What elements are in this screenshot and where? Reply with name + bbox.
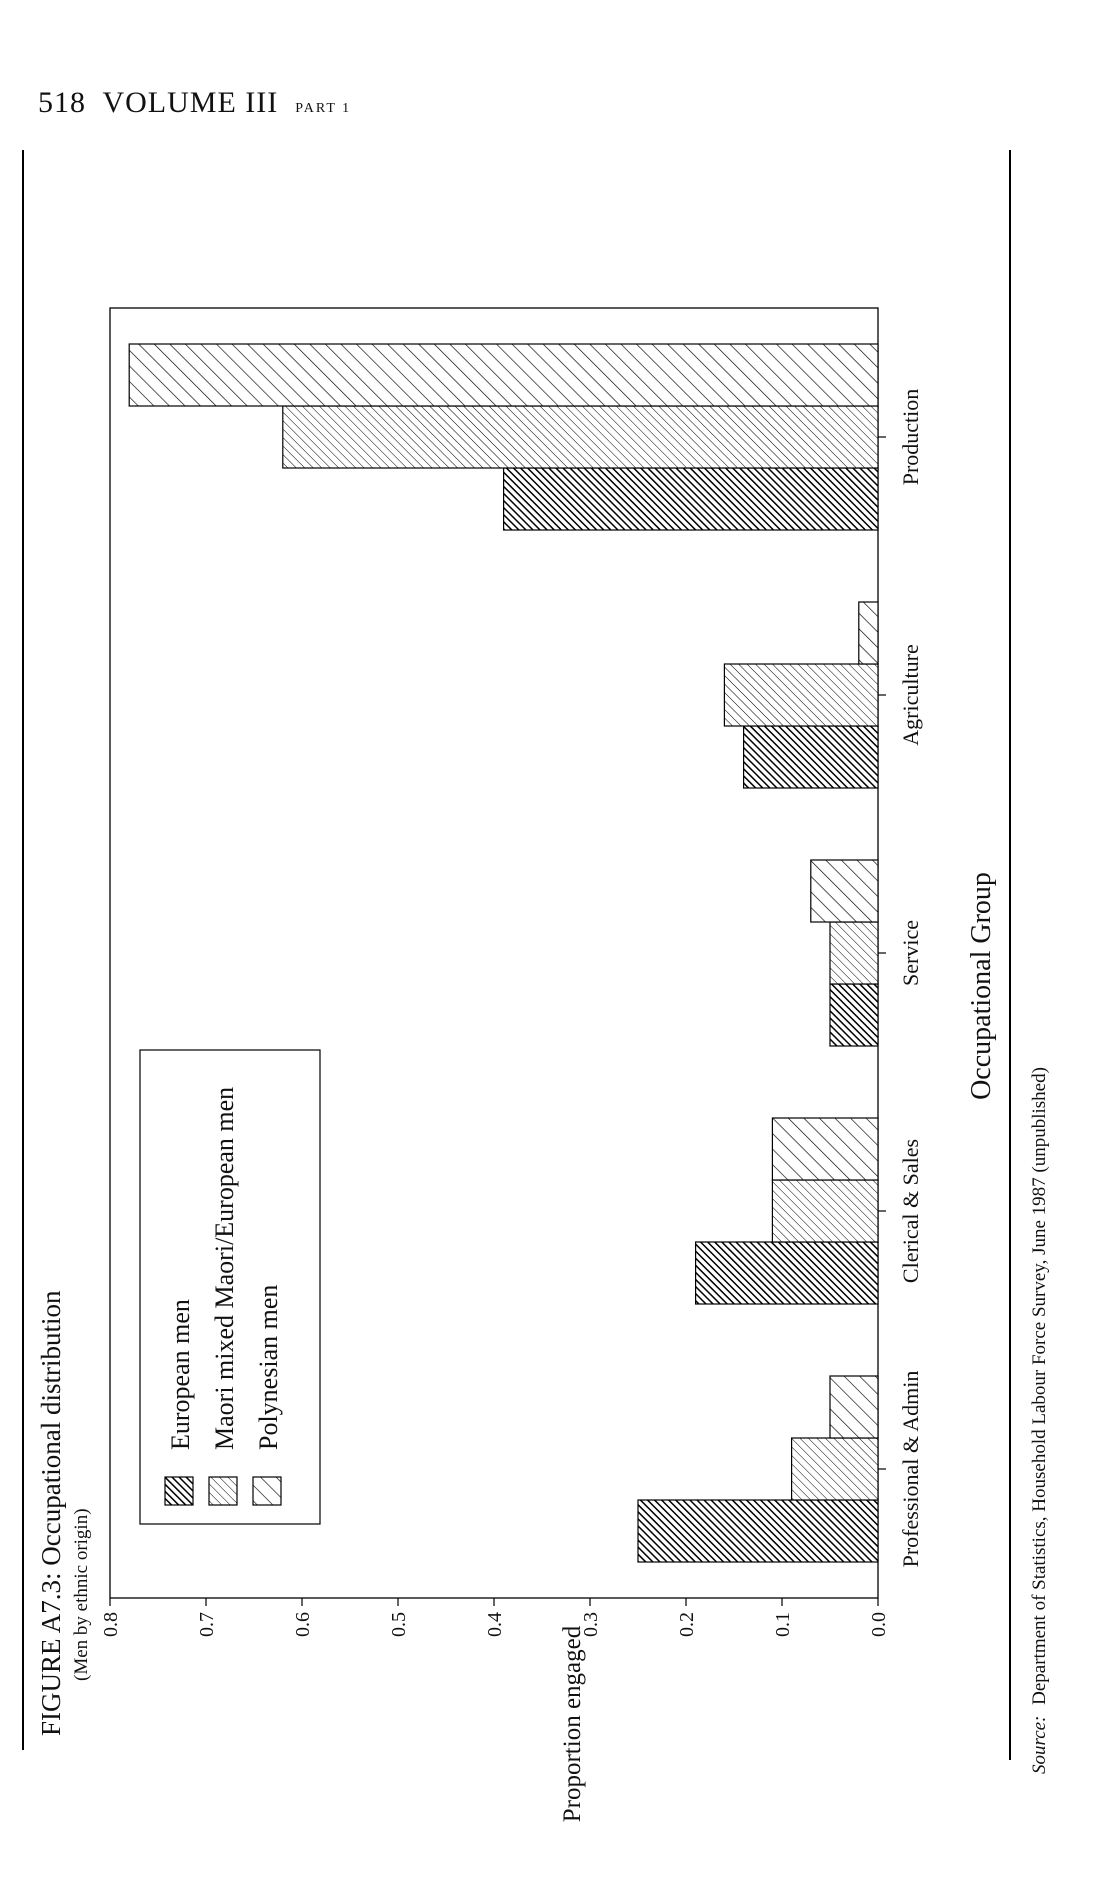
category-label: Service bbox=[898, 920, 923, 986]
legend-swatch-maori bbox=[209, 1477, 237, 1505]
bar bbox=[830, 984, 878, 1046]
bar bbox=[283, 406, 878, 468]
source-text: Department of Statistics, Household Labour Force Survey, June 1987 (unpublished) bbox=[1029, 1067, 1050, 1705]
legend-label-european: European men bbox=[166, 1299, 195, 1450]
source-note bbox=[1029, 1067, 1050, 1774]
y-tick-label: 0.4 bbox=[484, 1612, 506, 1637]
y-axis-title: Proportion engaged bbox=[559, 1625, 586, 1823]
category-label: Professional & Admin bbox=[898, 1370, 923, 1568]
y-axis-ticks bbox=[100, 1598, 890, 1637]
x-axis-title: Occupational Group bbox=[966, 872, 997, 1100]
category-label: Clerical & Sales bbox=[898, 1138, 923, 1284]
category-label: Production bbox=[898, 388, 923, 486]
bar bbox=[638, 1500, 878, 1562]
category-axis bbox=[878, 389, 923, 1568]
page-number: 518 bbox=[38, 86, 86, 119]
y-tick-label: 0.6 bbox=[292, 1612, 314, 1637]
y-tick-label: 0.7 bbox=[196, 1612, 218, 1637]
bar bbox=[772, 1118, 878, 1180]
source-label: Source: bbox=[1029, 1715, 1050, 1774]
y-tick-label: 0.3 bbox=[580, 1612, 602, 1637]
y-tick-label: 0.2 bbox=[676, 1612, 698, 1637]
bar bbox=[830, 1376, 878, 1438]
legend-swatch-european bbox=[165, 1477, 193, 1505]
rotated-figure bbox=[36, 308, 1050, 1822]
legend-swatch-polynesian bbox=[253, 1477, 281, 1505]
bar bbox=[696, 1242, 878, 1304]
category-label: Agriculture bbox=[898, 644, 923, 746]
figure-subtitle: (Men by ethnic origin) bbox=[71, 1508, 92, 1681]
y-tick-label: 0.0 bbox=[868, 1612, 890, 1637]
bar bbox=[792, 1438, 878, 1500]
bar bbox=[830, 922, 878, 984]
legend-label-maori: Maori mixed Maori/European men bbox=[210, 1086, 239, 1450]
y-tick-label: 0.8 bbox=[100, 1612, 122, 1637]
bar bbox=[744, 726, 878, 788]
bar bbox=[772, 1180, 878, 1242]
bar bbox=[504, 468, 878, 530]
volume-label: VOLUME III bbox=[102, 86, 279, 119]
legend-label-polynesian: Polynesian men bbox=[254, 1284, 283, 1450]
bar bbox=[724, 664, 878, 726]
bar bbox=[811, 860, 878, 922]
y-tick-label: 0.5 bbox=[388, 1612, 410, 1637]
bar bbox=[859, 602, 878, 664]
figure-title: FIGURE A7.3: Occupational distribution bbox=[36, 1290, 66, 1736]
part-label: PART 1 bbox=[295, 101, 352, 116]
bar bbox=[129, 344, 878, 406]
legend bbox=[140, 1050, 320, 1524]
y-tick-label: 0.1 bbox=[772, 1612, 794, 1637]
